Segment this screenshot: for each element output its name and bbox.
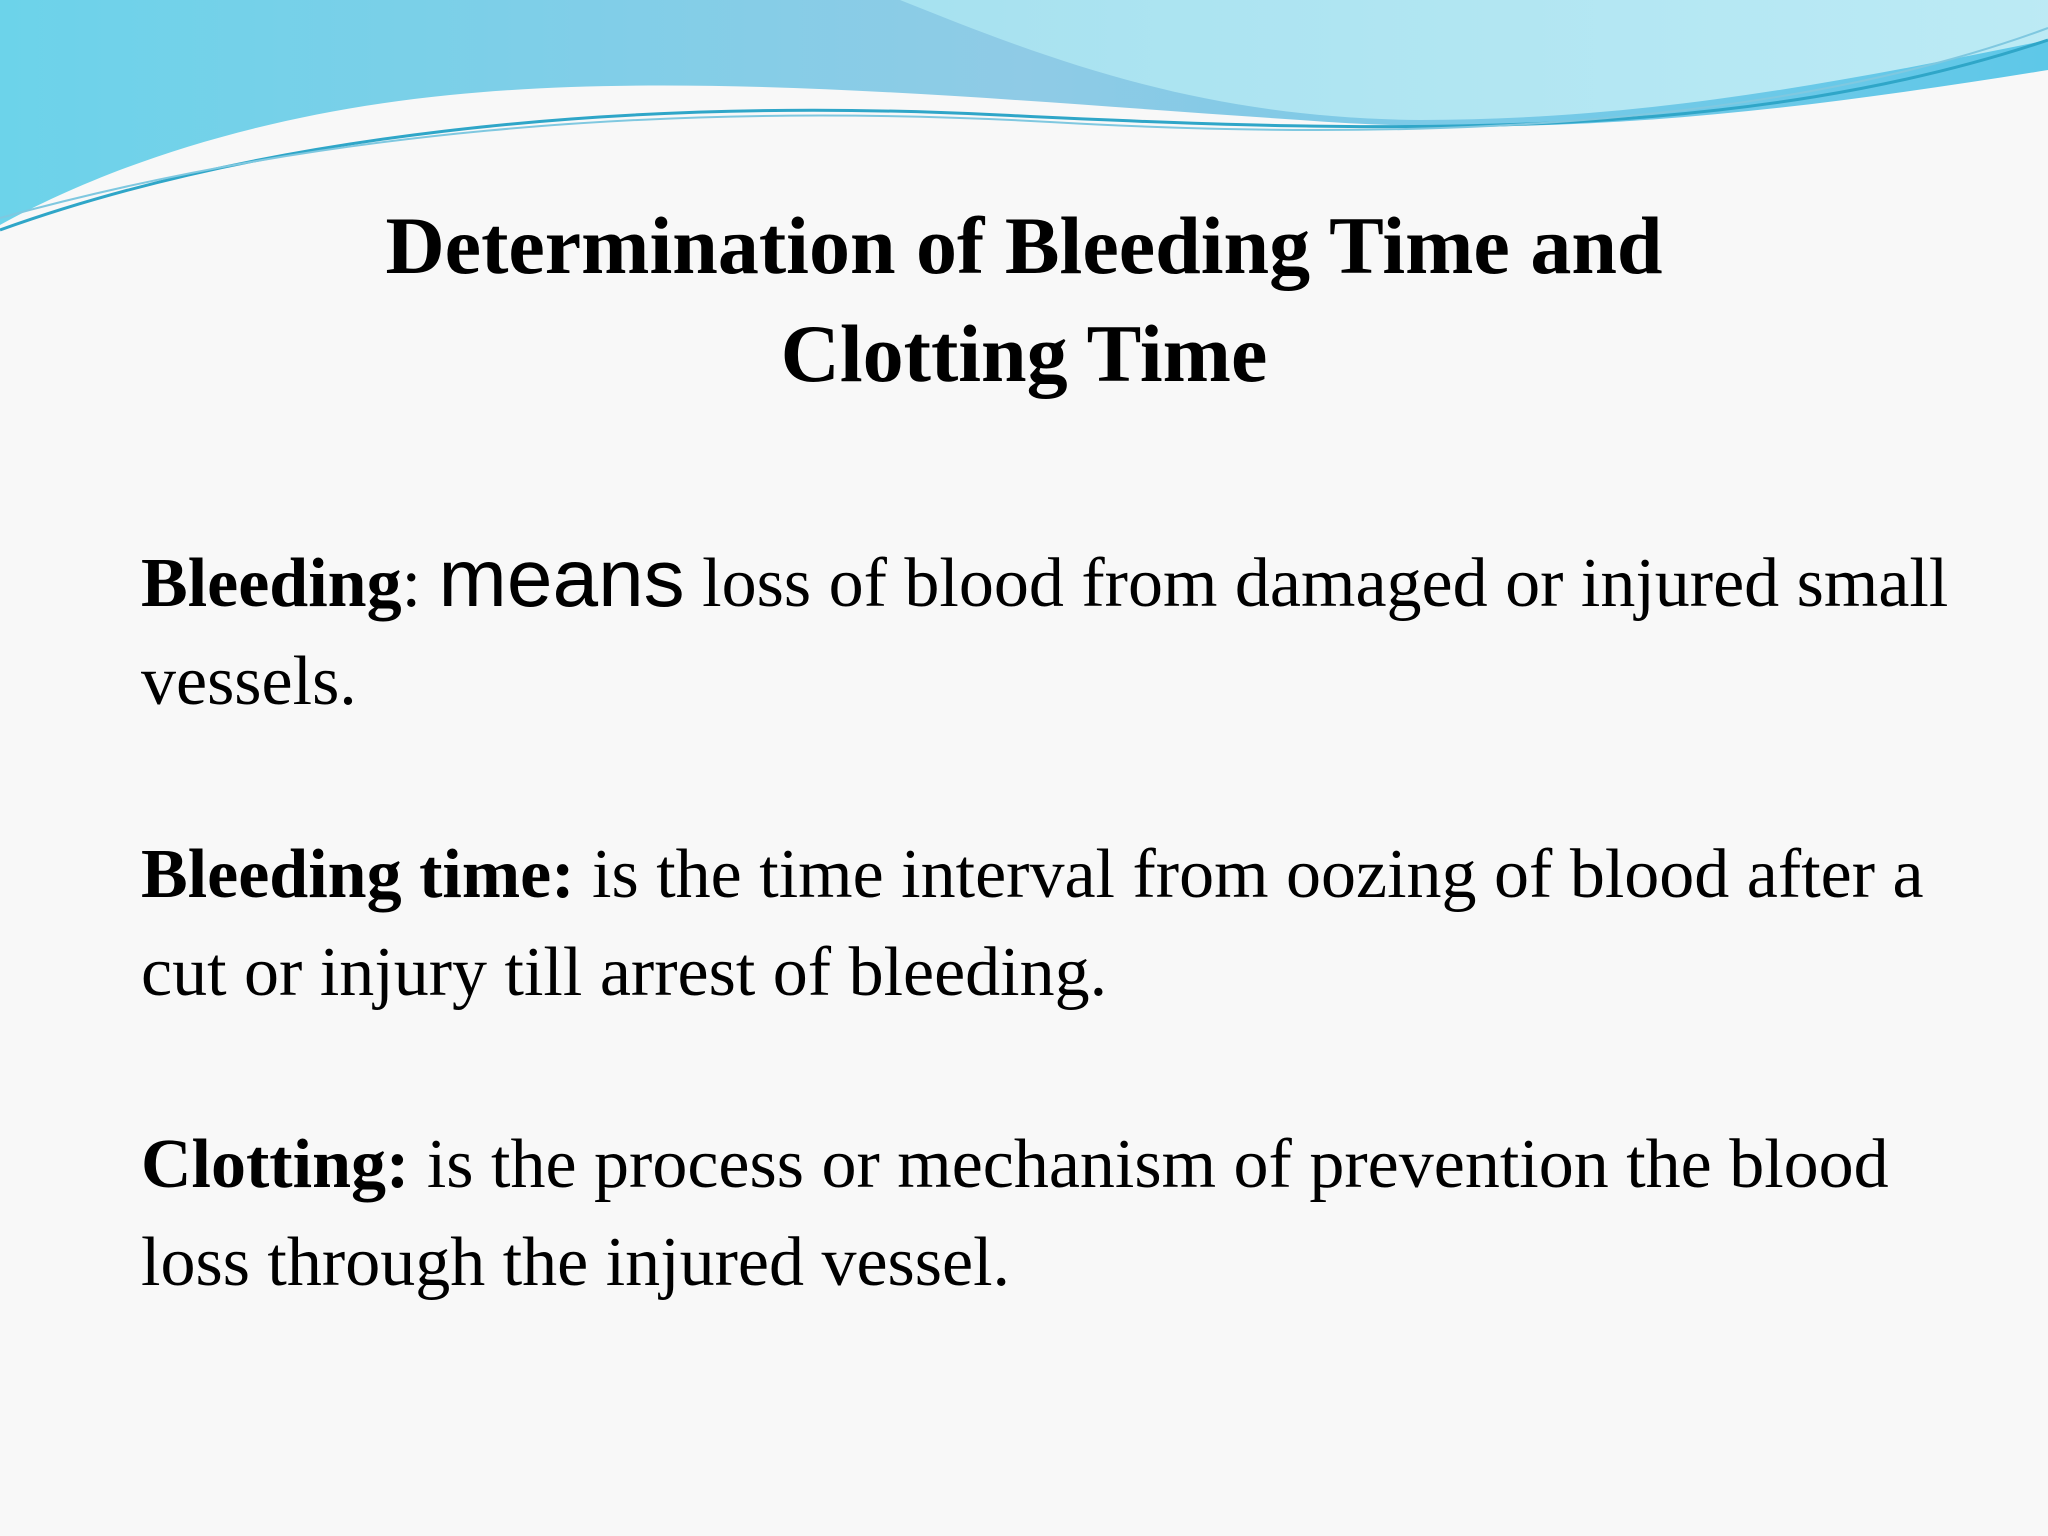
definition-bleeding [141,530,1961,731]
definition-text: is the time interval from oozing of blood after a cut or injury till arrest of bleeding. [141,836,1924,1011]
definition-clotting [141,1116,1961,1312]
term-clotting: Clotting: [141,1126,410,1203]
title-line-1: Determination of Bleeding Time and [385,200,1663,291]
slide-title [0,192,2048,408]
term-bleeding: Bleeding [141,545,402,622]
title-line-2: Clotting Time [780,308,1268,399]
term-bleeding-time: Bleeding time: [141,836,575,913]
definition-text: loss of blood from damaged or injured small vessels. [141,545,1949,720]
term-separator: : [401,545,422,622]
definition-bleeding-time [141,826,1961,1022]
emphasis-means: means [438,533,685,624]
definition-text: is the process or mechanism of prevention the blood loss through the injured vessel. [141,1126,1889,1301]
